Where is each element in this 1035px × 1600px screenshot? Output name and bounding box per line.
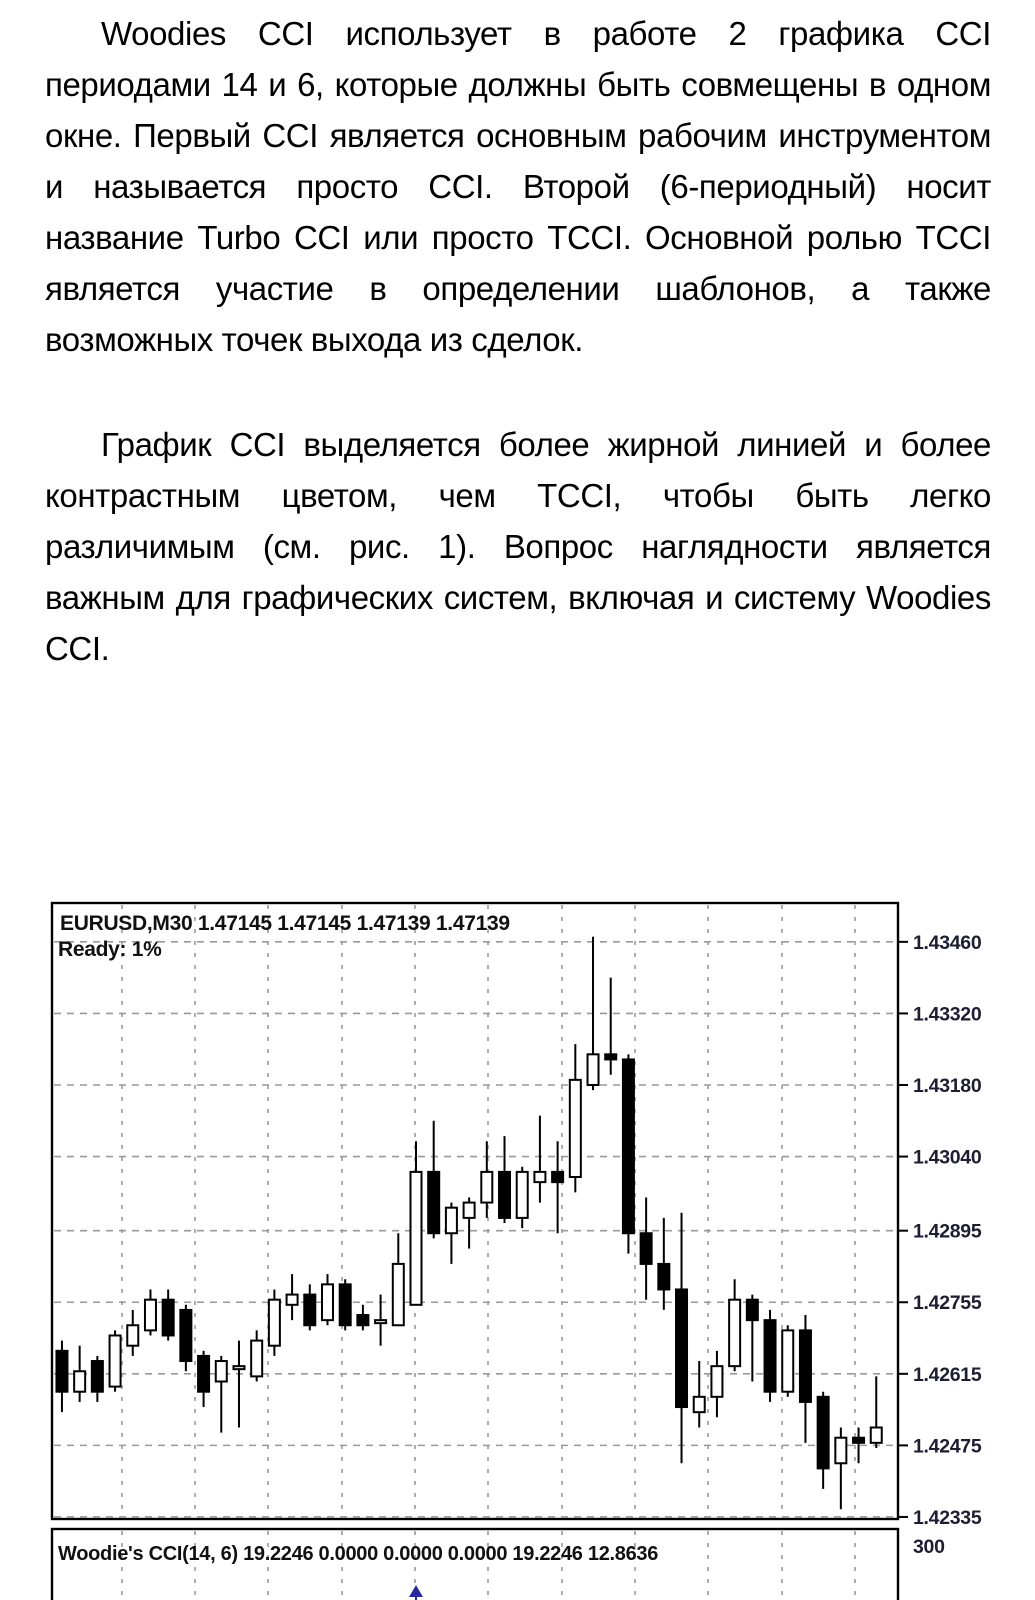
svg-text:Woodie's CCI(14, 6) 19.2246 0.: Woodie's CCI(14, 6) 19.2246 0.0000 0.0000 0.0000 19.2246 12.8636 bbox=[58, 1543, 659, 1565]
svg-text:1.43040: 1.43040 bbox=[913, 1146, 982, 1169]
svg-text:1.42755: 1.42755 bbox=[913, 1292, 982, 1315]
svg-text:1.42475: 1.42475 bbox=[913, 1435, 982, 1458]
paragraph-cci-line-style: График CCI выделяется более жирной линией и более контрастным цветом, чем TCCI, чтобы быть легко различимым (см. рис. 1). Вопрос наглядности является важным для графических систем, включая и систему Woodies CCI. bbox=[45, 426, 991, 667]
svg-text:1.42335: 1.42335 bbox=[913, 1506, 982, 1529]
article-text bbox=[0, 0, 1035, 674]
svg-text:300: 300 bbox=[913, 1536, 945, 1558]
figure-chart-rys1 bbox=[0, 883, 1035, 1600]
svg-text:1.43320: 1.43320 bbox=[913, 1003, 982, 1026]
svg-text:1.43180: 1.43180 bbox=[913, 1074, 982, 1097]
svg-text:1.43460: 1.43460 bbox=[913, 931, 982, 954]
paragraph-woodies-cci-intro: Woodies CCI использует в работе 2 графика CCI периодами 14 и 6, которые должны быть совмещены в одном окне. Первый CCI является основным рабочим инструментом и называется просто CCI. Второй (6-периодный) носит название Turbo CCI или просто TCCI. Основной ролью TCCI является участие в определении шаблонов, а также возможных точек выхода из сделок. bbox=[45, 15, 991, 358]
svg-text:EURUSD,M30 1.47145 1.47145 1.: EURUSD,M30 1.47145 1.47145 1.47139 1.47139 bbox=[60, 912, 510, 935]
svg-text:Ready: 1%: Ready: 1% bbox=[58, 938, 162, 961]
svg-text:1.42895: 1.42895 bbox=[913, 1220, 982, 1243]
svg-text:1.42615: 1.42615 bbox=[913, 1363, 982, 1386]
candlestick-chart bbox=[0, 883, 1035, 1600]
